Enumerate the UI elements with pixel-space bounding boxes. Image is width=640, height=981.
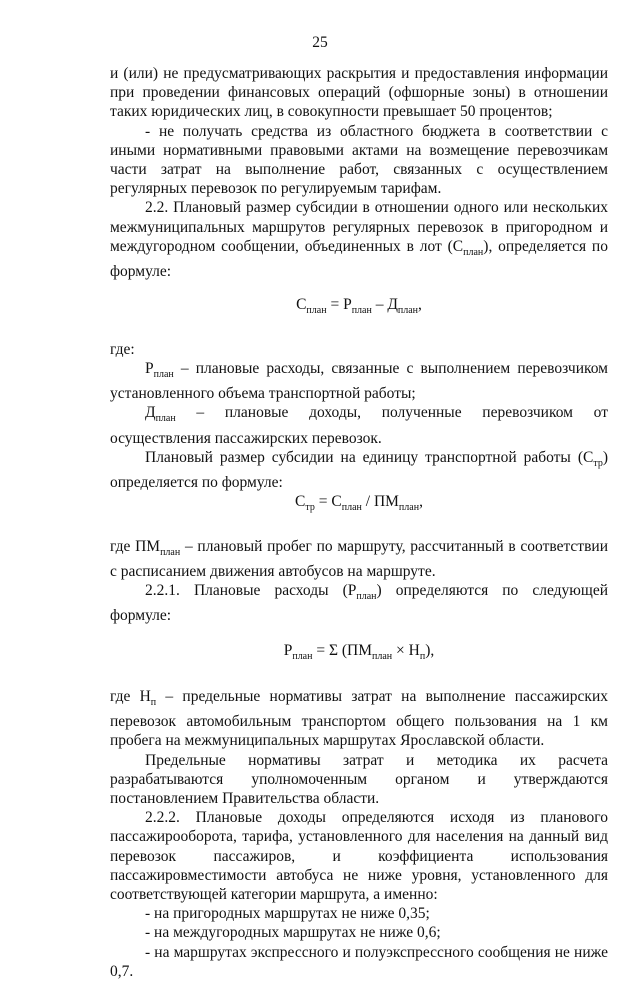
formula-symbol: Р: [145, 359, 154, 377]
text: ) определяется по формуле:: [110, 448, 608, 492]
formula-symbol: ПМ: [347, 641, 373, 659]
paragraph-cost-norms-approval: Предельные нормативы затрат и методика их расчета разрабатываются уполномоченным органом и утверждаются постановлением Правительства области.: [110, 751, 608, 808]
definition-planned-expenses: [110, 359, 608, 404]
subscript: план: [351, 305, 372, 317]
formula-symbol: С: [296, 296, 307, 314]
paragraph-unit-subsidy: [110, 448, 608, 493]
text: – предельные нормативы затрат на выполнение пассажирских перевозок автомобильным транспортом общего пользования на 1 км пробега на межмуниципальных маршрутах Ярославской области.: [110, 687, 608, 750]
formula-symbol: Р: [343, 296, 352, 314]
subscript: план: [463, 246, 484, 258]
subscript: план: [292, 650, 313, 662]
subscript: план: [306, 305, 327, 317]
formula-operator: =: [326, 296, 344, 314]
subscript: план: [356, 591, 377, 603]
formula-symbol: Р: [283, 641, 293, 659]
subscript: план: [398, 502, 420, 514]
formula-operator: ×: [392, 641, 409, 659]
text: 2.2. Плановый размер субсидии в отношении одного или нескольких межмуниципальных маршрутов регулярных перевозок в пригородном и междугородном сообщении, объединенных в лот (С: [110, 199, 608, 255]
formula-punctuation: ),: [425, 641, 435, 659]
paragraph-no-regional-funds: - не получать средства из областного бюджета в соответствии с иными нормативными правовыми актами на возмещение перевозчикам части затрат на выполнение работ, связанных с осуществлением регулярных перевозок по регулируемым тарифам.: [110, 122, 608, 198]
paragraph-2-2-1: [110, 581, 608, 626]
definition-cost-norms: [110, 687, 608, 751]
subscript: п: [150, 697, 157, 709]
formula-operator: =: [314, 493, 332, 511]
definition-planned-income: [110, 403, 608, 448]
text: 2.2.1. Плановые расходы (Р: [145, 582, 357, 600]
text: Плановый размер субсидии на единицу транспортной работы (С: [145, 448, 594, 466]
list-item-express: - на маршрутах экспрессного и полуэкспрессного сообщения не ниже 0,7.: [110, 943, 608, 980]
formula-operator: = Σ (: [312, 641, 348, 659]
text: – плановый пробег по маршруту, рассчитанный в соответствии с расписанием движения автобусов на маршруте.: [110, 537, 608, 580]
page-number: 25: [312, 34, 328, 51]
list-item-suburban: - на пригородных маршрутах не ниже 0,35;: [145, 905, 430, 923]
formula-operator: –: [371, 296, 388, 314]
formula-symbol: ПМ: [373, 493, 399, 511]
formula-punctuation: ,: [419, 493, 423, 511]
paragraph-2-2: [110, 198, 608, 281]
formula-operator: /: [361, 493, 374, 511]
formula-symbol: С: [331, 493, 342, 511]
definition-planned-mileage: [110, 537, 608, 582]
text: где ПМ: [110, 537, 161, 555]
text: где Н: [110, 687, 151, 705]
subscript: тр: [593, 457, 603, 469]
text: ), определяется по формуле:: [110, 237, 608, 281]
subscript: план: [397, 305, 419, 317]
subscript: план: [372, 650, 393, 662]
subscript: тр: [305, 502, 315, 514]
text: – плановые доходы, полученные перевозчиком от осуществления пассажирских перевозок.: [110, 404, 608, 447]
formula-symbol: С: [295, 493, 306, 511]
formula-punctuation: ,: [418, 296, 422, 314]
text: – плановые расходы, связанные с выполнением перевозчиком установленного объема транспортной работы;: [110, 359, 608, 403]
paragraph-2-2-2: 2.2.2. Плановые доходы определяются исходя из планового пассажирооборота, тарифа, установленного для населения на данный вид перевозок пассажиров, и коэффициента использования пассажировместимости автобуса не ниже уровня, установленного для соответствующей категории маршрута, а именно:: [110, 809, 608, 904]
paragraph-offshore-continuation: и (или) не предусматривающих раскрытия и предоставления информации при проведении финансовых операций (офшорные зоны) в отношении таких юридических лиц, в совокупности превышает 50 процентов;: [110, 65, 608, 121]
subscript: план: [155, 413, 176, 425]
formula-symbol: Д: [145, 404, 156, 422]
subscript: план: [153, 368, 174, 380]
formula-planned-expenses: [110, 641, 608, 666]
label-where: где:: [110, 340, 135, 358]
list-item-intercity: - на междугородных маршрутах не ниже 0,6;: [145, 924, 441, 942]
formula-symbol: Д: [387, 296, 398, 314]
subscript: план: [341, 502, 362, 514]
formula-unit-subsidy: [110, 492, 608, 517]
formula-symbol: Н: [408, 641, 420, 659]
subscript: план: [160, 546, 181, 558]
text: ) определяются по следующей формуле:: [110, 582, 608, 625]
formula-subsidy-plan: [110, 295, 608, 320]
document-body: [110, 64, 608, 981]
subscript: п: [419, 650, 426, 662]
